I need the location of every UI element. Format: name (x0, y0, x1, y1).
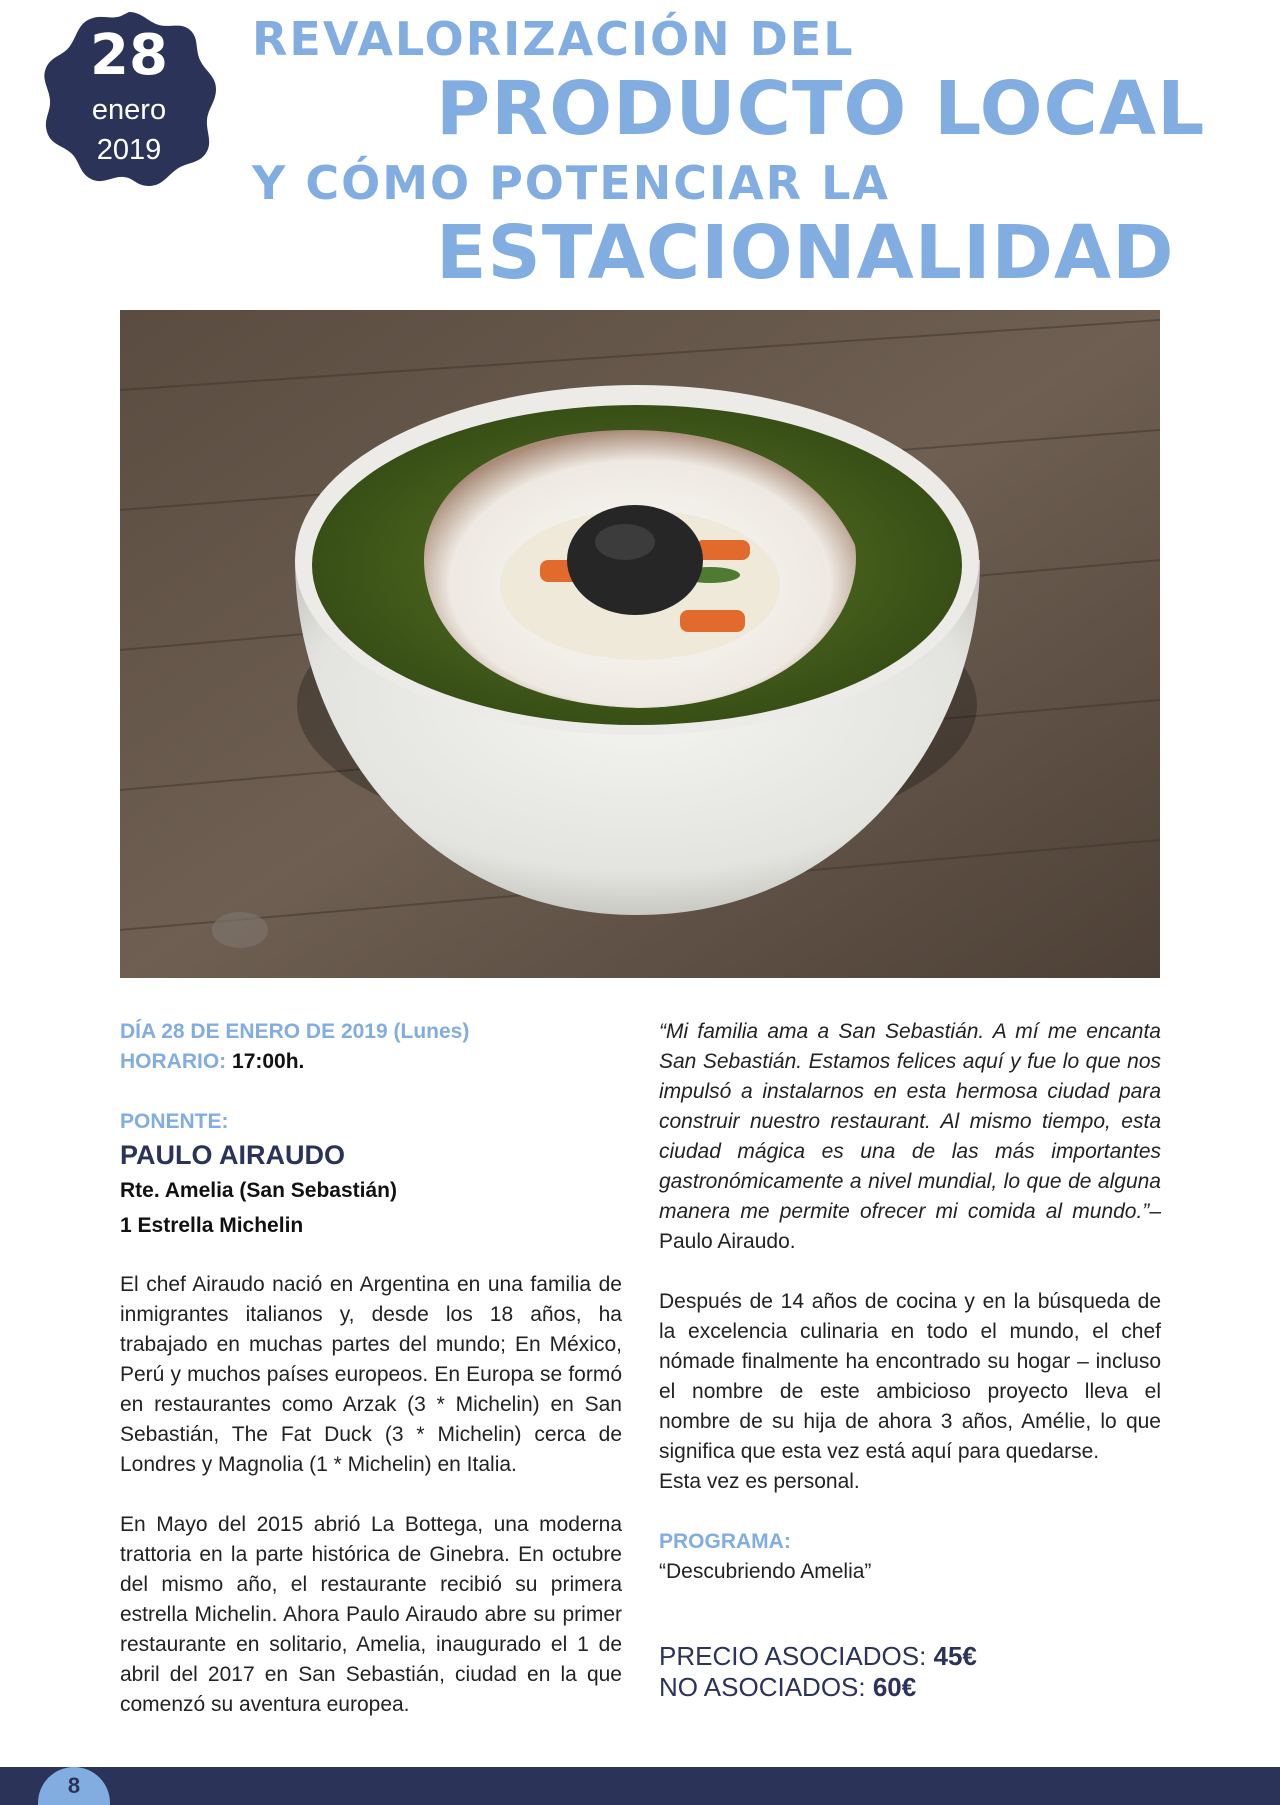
footer-bar (0, 1767, 1280, 1805)
event-horario (120, 1047, 622, 1077)
price-no-asociados-value: 60€ (872, 1672, 917, 1702)
page-number: 8 (38, 1767, 110, 1805)
price-asociados-label: PRECIO ASOCIADOS: (659, 1641, 934, 1671)
price-no-asociados-label: NO ASOCIADOS: (659, 1672, 873, 1702)
title-line-2: PRODUCTO LOCAL (436, 66, 1206, 152)
michelin-stars: 1 Estrella Michelin (120, 1214, 304, 1237)
right-column (659, 1017, 1161, 1703)
price-no-asociados (659, 1672, 1161, 1703)
badge-month: enero (91, 94, 167, 126)
quote (659, 1017, 1161, 1257)
badge-year: 2019 (96, 134, 162, 166)
date-badge (38, 8, 220, 190)
badge-day: 28 (90, 23, 168, 88)
ponente-label: PONENTE: (120, 1110, 229, 1133)
restaurant-name: Rte. Amelia (San Sebastián) (120, 1179, 397, 1202)
bio-paragraph-1: El chef Airaudo nació en Argentina en una familia de inmigrantes italianos y, desde los 18 años, ha trabajado en muchas partes del mundo; En México, Perú y muchos países europeos. En Europa se formó en restaurantes como Arzak (3 * Michelin) en San Sebastián, The Fat Duck (3 * Michelin) cerca de Londres y Magnolia (1 * Michelin) en Italia. (120, 1273, 622, 1476)
story-paragraph: Después de 14 años de cocina y en la búsqueda de la excelencia culinaria en todo el mundo, el chef nómade finalmente ha encontrado su hogar – incluso el nombre de este ambicioso proyecto lleva el nombre de su hija de ahora 3 años, Amélie, lo que significa que esta vez está aquí para quedarse. (659, 1290, 1161, 1463)
title-line-3: Y CÓMO POTENCIAR LA (252, 156, 891, 210)
bio-paragraph-2: En Mayo del 2015 abrió La Bottega, una moderna trattoria en la parte histórica de Ginebra. En octubre del mismo año, el restaurante recibió su primera estrella Michelin. Ahora Paulo Airaudo abre su primer restaurante en solitario, Amelia, inaugurado el 1 de abril del 2017 en San Sebastián, ciudad en la que comenzó su aventura europea. (120, 1513, 622, 1716)
title-line-1: REVALORIZACIÓN DEL (252, 12, 855, 66)
programa-label: PROGRAMA: (659, 1530, 791, 1553)
story-last-line: Esta vez es personal. (659, 1470, 860, 1493)
title-line-4: ESTACIONALIDAD (436, 210, 1175, 296)
quote-author: – Paulo Airaudo. (659, 1200, 1161, 1253)
quote-text: “Mi familia ama a San Sebastián. A mí me encanta San Sebastián. Estamos felices aquí y fue lo que nos impulsó a instalarnos en esta hermosa ciudad para construir nuestro restaurant. Al mismo tiempo, esta ciudad mágica es una de las más importantes gastronómicamente a nivel mundial, lo que de alguna manera me permite ofrecer mi comida al mundo.” (659, 1020, 1161, 1223)
horario-label: HORARIO: (120, 1050, 227, 1073)
horario-value: 17:00h. (232, 1050, 305, 1073)
left-column (120, 1017, 622, 1720)
ponente-name: PAULO AIRAUDO (120, 1140, 345, 1170)
event-date: DÍA 28 DE ENERO DE 2019 (Lunes) (120, 1020, 470, 1043)
price-asociados (659, 1641, 1161, 1672)
programa-value: “Descubriendo Amelia” (659, 1560, 872, 1583)
scallop-dish-photo (120, 310, 1160, 978)
price-asociados-value: 45€ (933, 1641, 977, 1671)
